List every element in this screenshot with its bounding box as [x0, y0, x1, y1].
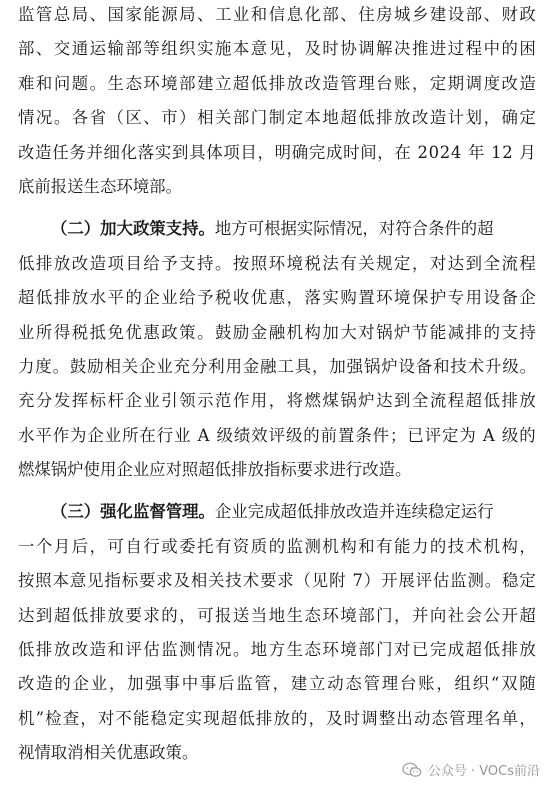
text-line: 超 低 排 放 水 平 的 企 业 给 予 税 收 优 惠 ， 落 实 购 置 环 境 保 护 专 用 设 备 企	[18, 288, 536, 308]
text-line: 力 度 。 鼓 励 相 关 企 业 充 分 利 用 金 融 工 具 ， 加 强 锅 炉 设 备 和 技 术 升 级 。	[18, 356, 536, 376]
text-line: 燃煤锅炉使用企业应对照超低排放指标要求进行改造。	[18, 460, 412, 480]
text-segment: 企业完成超低排放改造并连续稳定运行	[214, 502, 494, 522]
text-line: 按 照 本 意 见 指 标 要 求 及 相 关 技 术 要 求 （ 见 附 7 ） 开 展 评 估 监 测 。 稳 定	[18, 571, 536, 591]
text-line: 情 况 。 各 省 （ 区 、 市 ） 相 关 部 门 制 定 本 地 超 低 排 放 改 造 计 划 ， 确 定	[18, 108, 536, 128]
text-line: 视情取消相关优惠政策。	[18, 743, 199, 763]
watermark-text: 公众号 · VOCs前沿	[427, 764, 540, 779]
paragraph-1	[18, 0, 536, 204]
text-line: 监 管 总 局 、 国 家 能 源 局 、 工 业 和 信 息 化 部 、 住 房 城 乡 建 设 部 、 财 政	[18, 5, 536, 24]
text-line: 低 排 放 改 造 项 目 给 予 支 持 。 按 照 环 境 税 法 有 关 规 定 ， 对 达 到 全 流 程	[18, 253, 536, 273]
watermark	[402, 760, 540, 779]
text-line	[18, 495, 536, 529]
text-segment: 地方可根据实际情况，对符合条件的超	[214, 219, 494, 239]
section-heading: （三）强化监督管理。	[51, 502, 215, 522]
text-line: 底前报送生态环境部。	[18, 176, 182, 196]
text-line: 一 个 月 后 ， 可 自 行 或 委 托 有 资 质 的 监 测 机 构 和 有 能 力 的 技 术 机 构 ，	[18, 536, 536, 556]
text-line: 水 平 作 为 企 业 所 在 行 业 A 级 绩 效 评 级 的 前 置 条 件 ； 已 评 定 为 A 级 的	[18, 425, 536, 445]
text-line: 达 到 超 低 排 放 要 求 的 ， 可 报 送 当 地 生 态 环 境 部 门 ， 并 向 社 会 公 开 超	[18, 605, 536, 625]
text-line: 部 、 交 通 运 输 部 等 组 织 实 施 本 意 见 ， 及 时 协 调 解 决 推 进 过 程 中 的 困	[18, 39, 536, 59]
text-line: 改 造 的 企 业 ， 加 强 事 中 事 后 监 管 ， 建 立 动 态 管 理 台 账 ， 组 织 “ 双 随	[18, 674, 536, 694]
text-line: 机 ” 检 查 ， 对 不 能 稳 定 实 现 超 低 排 放 的 ， 及 时 调 整 出 动 态 管 理 名 单 ，	[18, 708, 536, 728]
text-line: 低 排 放 改 造 和 评 估 监 测 情 况 。 地 方 生 态 环 境 部 门 对 已 完 成 超 低 排 放	[18, 640, 536, 660]
text-line: 业 所 得 税 抵 免 优 惠 政 策 。 鼓 励 金 融 机 构 加 大 对 锅 炉 节 能 减 排 的 支 持	[18, 322, 536, 342]
wechat-icon	[402, 762, 422, 778]
paragraph-3	[18, 495, 536, 770]
text-line: 充 分 发 挥 标 杆 企 业 引 领 示 范 作 用 ， 将 燃 煤 锅 炉 达 到 全 流 程 超 低 排 放	[18, 391, 536, 411]
section-heading: （二）加大政策支持。	[51, 219, 215, 239]
document-page	[18, 0, 536, 771]
text-line: 改 造 任 务 并 细 化 落 实 到 具 体 项 目 ， 明 确 完 成 时 间 ， 在 2 0 2 4 年 1 2 月	[18, 142, 536, 162]
text-line: 难 和 问 题 。 生 态 环 境 部 建 立 超 低 排 放 改 造 管 理 台 账 ， 定 期 调 度 改 造	[18, 73, 536, 93]
text-line	[18, 212, 536, 246]
paragraph-2	[18, 212, 536, 487]
